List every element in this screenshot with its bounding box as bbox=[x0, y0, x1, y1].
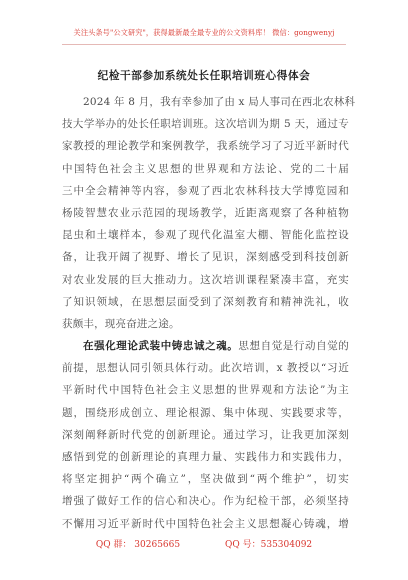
paragraph-line: 中国特色社会主义思想的世界观和方法论、党的二十届 bbox=[62, 162, 349, 175]
paragraph-line: 深刻阐释新时代党的创新理论。通过学习，让我更加深刻 bbox=[62, 428, 349, 441]
paragraph-line: 备，让我开阔了视野、增长了见识，深刻感受到科技创新 bbox=[62, 251, 349, 264]
footer-qq-number: QQ 号：535304092 bbox=[225, 540, 313, 550]
paragraph-line: 将坚定拥护“两个确立”，坚决做到“两个维护”，切实 bbox=[62, 473, 349, 486]
section-first-line bbox=[62, 335, 349, 357]
section-first-line-rest: 思想自觉是行动自觉的 bbox=[238, 340, 350, 353]
section-heading: 在强化理论武装中铸忠诚之魂。 bbox=[83, 340, 239, 353]
paragraph-line: 家教授的理论教学和案例教学，我系统学习了习近平新时代 bbox=[62, 140, 349, 153]
paragraph-line: 对农业发展的巨大推动力。这次培训课程紧凑丰富，充实 bbox=[62, 273, 349, 286]
paragraph-line: 平新时代中国特色社会主义思想的世界观和方法论”为主 bbox=[62, 384, 349, 397]
paragraph-line: 昆虫和土壤样本，参观了现代化温室大棚、智能化监控设 bbox=[62, 229, 349, 242]
paragraph-line: 前提，思想认同引领具体行动。此次培训，x 教授以“习近 bbox=[62, 362, 349, 375]
paragraph-line: 增强了做好工作的信心和决心。作为纪检干部，必须坚持 bbox=[62, 495, 349, 508]
paragraph-line: 技大学举办的处长任职培训班。这次培训为期 5 天，通过专 bbox=[62, 118, 349, 131]
paragraph-line: 获颇丰，现亮奋进之途。 bbox=[62, 317, 180, 330]
document-body bbox=[62, 91, 356, 535]
paragraph-line: 2024 年 8 月，我有幸参加了由 x 局人事司在西北农林科 bbox=[83, 96, 356, 108]
paragraph-line: 了知识领域，在思想层面受到了深刻教育和精神洗礼，收 bbox=[62, 295, 349, 308]
paragraph-line: 三中全会精神等内容，参观了西北农林科技大学博览园和 bbox=[62, 184, 349, 197]
paragraph-line: 不懈用习近平新时代中国特色社会主义思想凝心铸魂，增 bbox=[62, 517, 349, 530]
header-promo-note: 关注头条号"公文研究"，获得最新最全最专业的公文资料库！ 微信：gongwenyj bbox=[73, 28, 335, 37]
paragraph-line: 感悟到党的创新理论的真理力量、实践伟力和实践伟力， bbox=[62, 451, 349, 463]
document-title: 纪检干部参加系统处长任职培训班心得体会 bbox=[97, 70, 311, 82]
header-divider bbox=[62, 44, 346, 45]
paragraph-line: 题，围绕形成创立、理论根源、集中体现、实践要求等， bbox=[62, 406, 349, 419]
footer-contact bbox=[0, 537, 408, 550]
paragraph-line: 杨陵智慧农业示范园的现场教学，近距离观察了各种植物 bbox=[62, 206, 349, 219]
footer-qq-group: QQ 群： 30265665 bbox=[95, 540, 181, 550]
